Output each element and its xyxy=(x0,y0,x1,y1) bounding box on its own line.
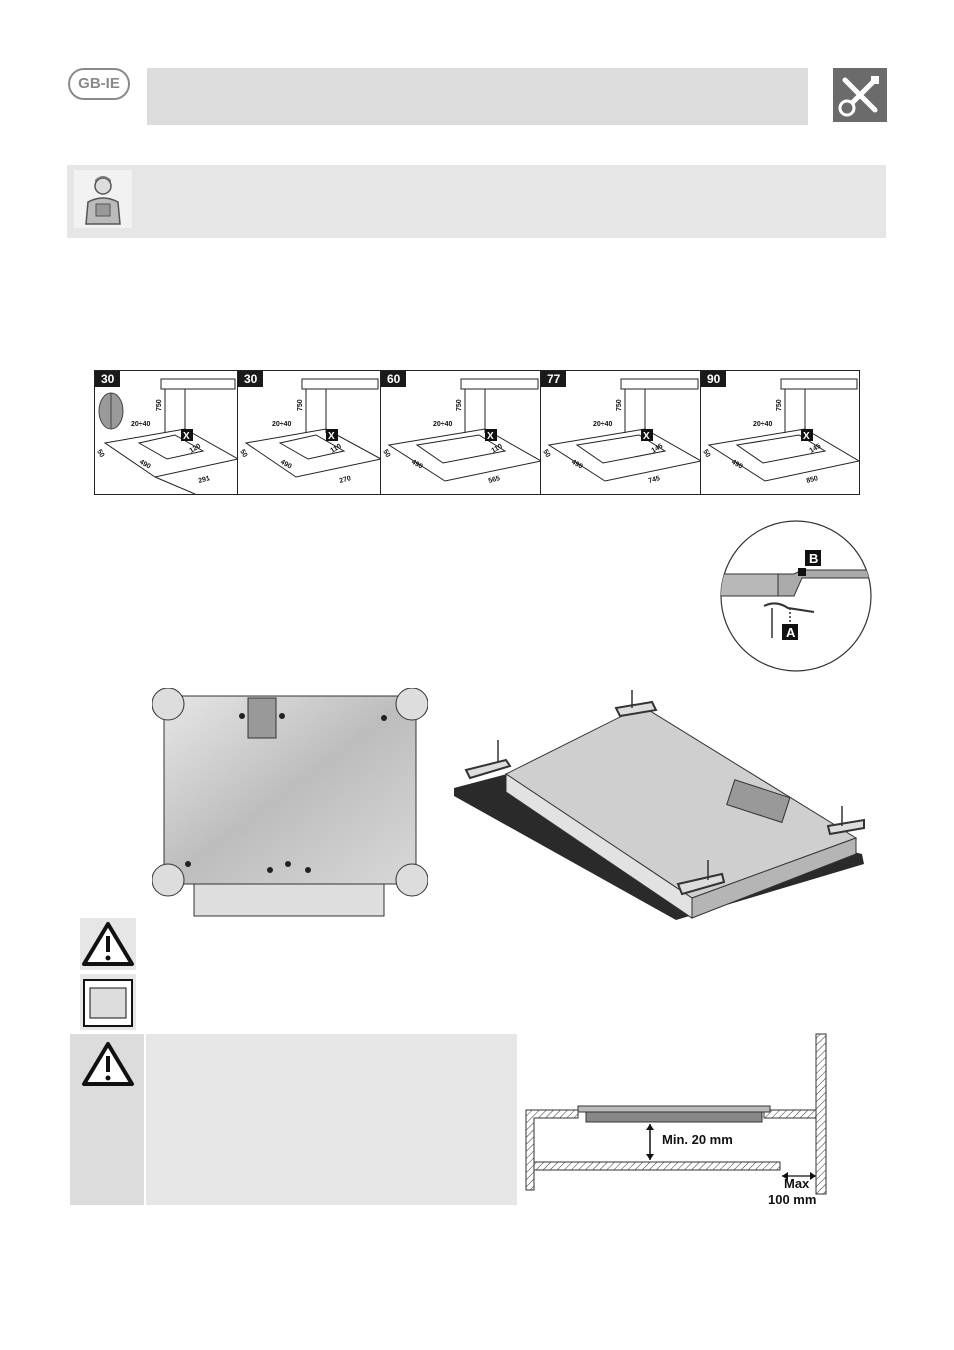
cutout-panel xyxy=(95,371,238,494)
side-label: 50 xyxy=(95,448,106,459)
side-label: 50 xyxy=(238,448,249,459)
width-label: 565 xyxy=(487,475,501,485)
panel-size-tag: 77 xyxy=(541,371,566,387)
gap-label: 20÷40 xyxy=(593,421,613,428)
side-label: 50 xyxy=(381,448,392,459)
panel-marker: X xyxy=(328,431,335,442)
offset-label: 110 xyxy=(490,443,504,455)
depth-label: 490 xyxy=(138,458,152,471)
panel-size-tag: 30 xyxy=(95,371,120,387)
min-clearance-label: Min. 20 mm xyxy=(662,1132,733,1147)
header-bar xyxy=(147,68,808,125)
side-label: 50 xyxy=(541,448,552,459)
offset-label: 145 xyxy=(808,442,823,455)
oven-icon xyxy=(80,974,136,1030)
clearance-section-diagram xyxy=(520,1030,836,1212)
cutout-panel xyxy=(541,371,701,494)
cutout-panel xyxy=(381,371,541,494)
panel-marker: X xyxy=(183,431,190,442)
height-label: 750 xyxy=(776,399,783,411)
max-distance-label-line2: 100 mm xyxy=(768,1192,817,1207)
offset-label: 110 xyxy=(329,443,343,455)
gap-label: 20÷40 xyxy=(433,421,453,428)
warning-triangle-icon xyxy=(80,1038,136,1090)
technician-icon xyxy=(72,168,134,230)
hob-underside-view xyxy=(152,688,428,920)
panel-size-tag: 60 xyxy=(381,371,406,387)
depth-label: 490 xyxy=(410,458,424,471)
installer-note-bar xyxy=(67,165,886,238)
height-label: 750 xyxy=(156,399,163,411)
height-label: 750 xyxy=(616,399,623,411)
label-a: A xyxy=(786,625,796,640)
max-distance-label-line1: Max xyxy=(784,1176,810,1191)
gap-label: 20÷40 xyxy=(272,421,292,428)
side-label: 50 xyxy=(701,448,712,459)
offset-label: 145 xyxy=(650,442,665,455)
depth-label: 490 xyxy=(730,458,744,471)
region-badge: GB-IE xyxy=(68,68,130,100)
panel-marker: X xyxy=(803,431,810,442)
panel-size-tag: 90 xyxy=(701,371,726,387)
warning-triangle-icon xyxy=(80,918,136,970)
label-b: B xyxy=(809,551,819,566)
bracket-detail-circle xyxy=(718,518,874,674)
height-label: 750 xyxy=(456,399,463,411)
depth-label: 490 xyxy=(279,458,293,471)
gap-label: 20÷40 xyxy=(131,421,151,428)
offset-label: 120 xyxy=(188,442,203,455)
width-label: 850 xyxy=(805,475,819,485)
depth-label: 490 xyxy=(570,458,584,471)
panel-marker: X xyxy=(643,431,650,442)
gap-label: 20÷40 xyxy=(753,421,773,428)
cutout-dimensions-strip xyxy=(94,370,860,495)
panel-marker: X xyxy=(487,431,494,442)
wrench-screwdriver-icon xyxy=(833,68,887,122)
cutout-panel xyxy=(701,371,859,494)
width-label: 291 xyxy=(197,475,211,485)
width-label: 745 xyxy=(647,475,661,485)
panel-size-tag: 30 xyxy=(238,371,263,387)
width-label: 270 xyxy=(338,475,352,485)
height-label: 750 xyxy=(297,399,304,411)
cutout-panel xyxy=(238,371,381,494)
hob-perspective-view xyxy=(452,688,868,924)
